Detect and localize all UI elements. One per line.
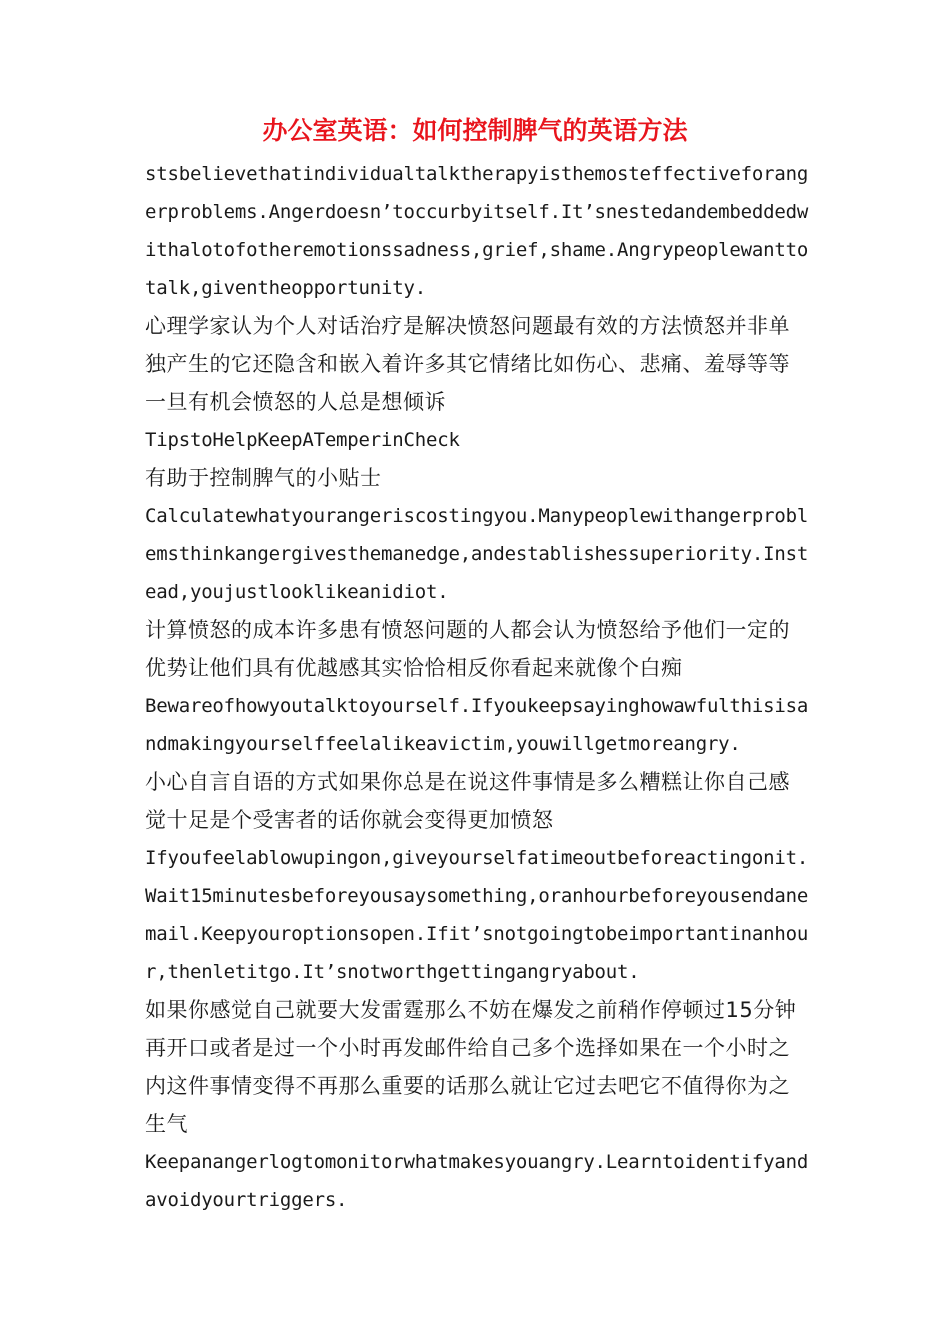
paragraph-zh: 小心自言自语的方式如果你总是在说这件事情是多么糟糕让你自己感觉十足是个受害者的话你就会变得更加愤怒 [145,770,790,832]
section-heading-en: TipstoHelpKeepATemperinCheck [145,429,460,451]
paragraph-en: stsbelievethatindividualtalktherapyisthemosteffectiveforangerproblems.Angerdoesn’toccurbyitself.It’snestedandembeddedwithalotofotheremotionssadness,grief,shame.Angrypeoplewanttotalk,giventheopportunity. [145,163,809,299]
paragraph-zh: 计算愤怒的成本许多患有愤怒问题的人都会认为愤怒给予他们一定的优势让他们具有优越感其实恰恰相反你看起来就像个白痴 [145,618,790,680]
paragraph-en: Ifyoufeelablowupingon,giveyourselfatimeoutbeforeactingonit.Wait15minutesbeforeyousaysomething,oranhourbeforeyousendanemail.Keepyouroptionsopen.Ifit’snotgoingtobeimportantinanhour,thenletitgo.It’snotworthgettingangryabout. [145,847,809,983]
paragraph-zh: 如果你感觉自己就要大发雷霆那么不妨在爆发之前稍作停顿过15分钟再开口或者是过一个小时再发邮件给自己多个选择如果在一个小时之内这件事情变得不再那么重要的话那么就让它过去吧它不值得你为之生气 [145,998,797,1136]
document-title: 办公室英语：如何控制脾气的英语方法 [262,116,688,145]
paragraph-en: Keepanangerlogtomonitorwhatmakesyouangry.Learntoidentifyandavoidyourtriggers. [145,1151,809,1211]
paragraph-zh: 心理学家认为个人对话治疗是解决愤怒问题最有效的方法愤怒并非单独产生的它还隐含和嵌入着许多其它情绪比如伤心、悲痛、羞辱等等一旦有机会愤怒的人总是想倾诉 [145,314,790,414]
paragraph-en: Bewareofhowyoutalktoyourself.Ifyoukeepsayinghowawfulthisisandmakingyourselffeelalikeavictim,youwillgetmoreangry. [145,695,809,755]
paragraph-en: Calculatewhatyourangeriscostingyou.Manypeoplewithangerproblemsthinkangergivesthemanedge,andestablishessuperiority.Instead,youjustlooklikeanidiot. [145,505,809,603]
document-body [145,155,809,1219]
section-heading-zh: 有助于控制脾气的小贴士 [145,466,382,490]
